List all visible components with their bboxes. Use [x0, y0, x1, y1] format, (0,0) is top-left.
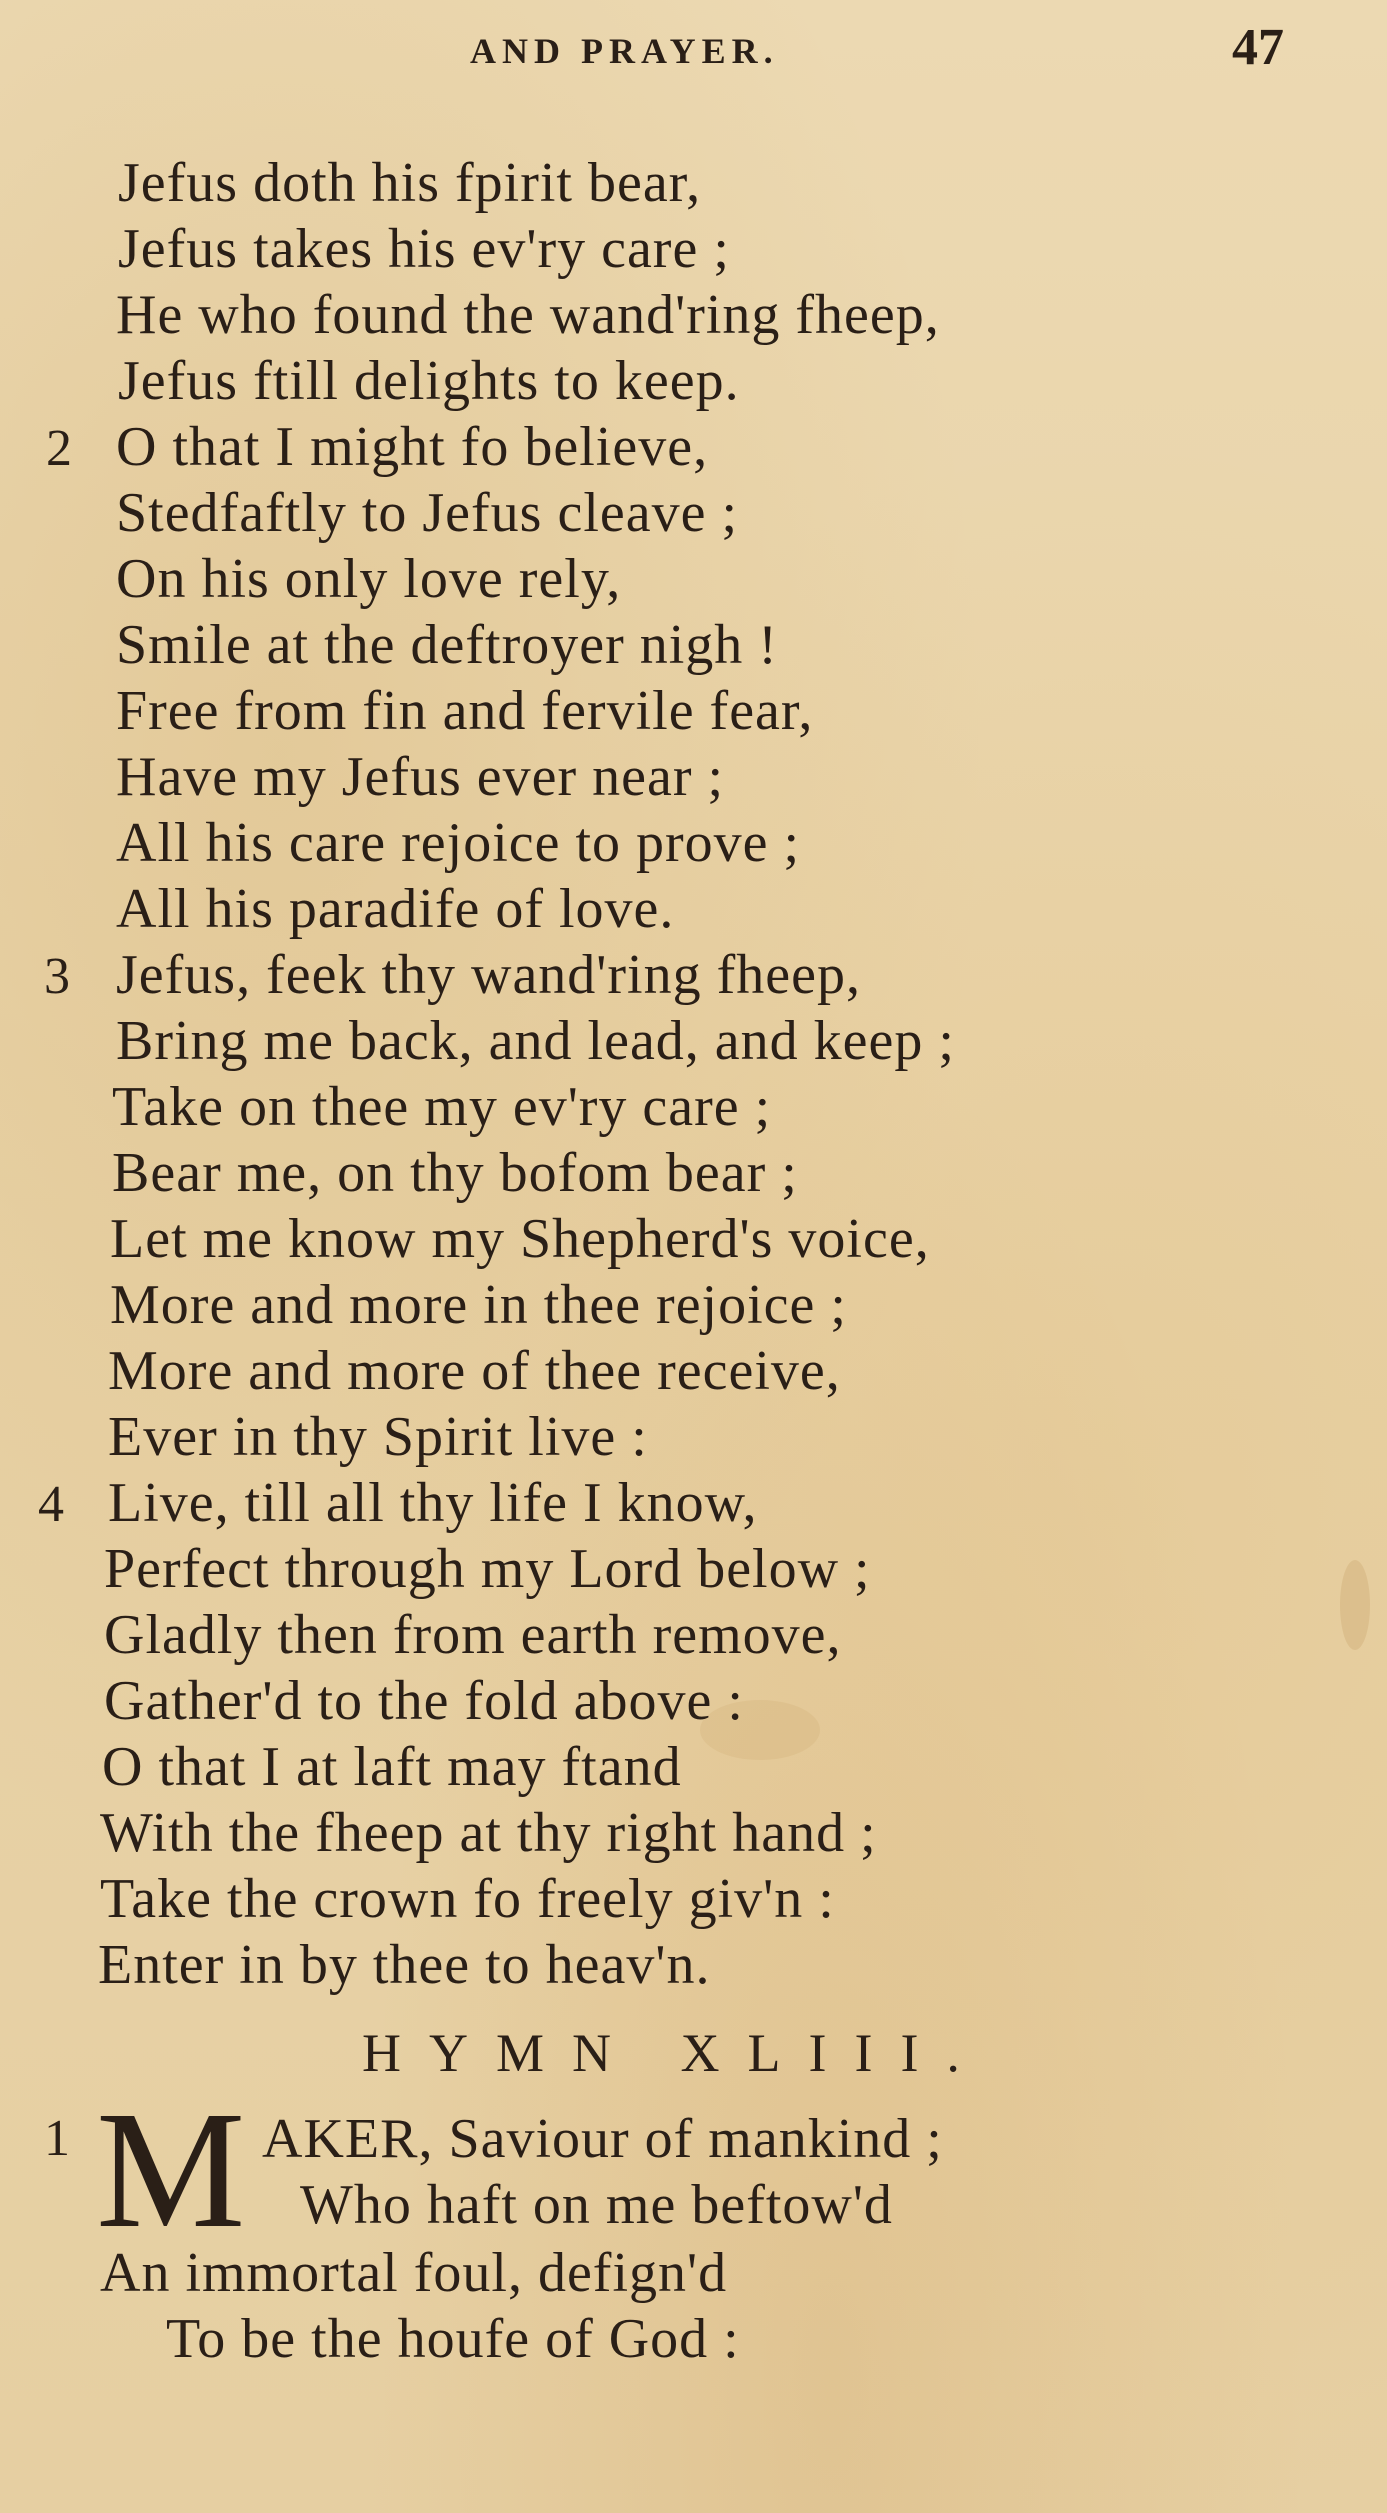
verse-line: O that I might fo believe,	[116, 416, 709, 478]
verse-line: Live, till all thy life I know,	[108, 1472, 758, 1534]
verse-line: Smile at the deftroyer nigh !	[116, 614, 778, 676]
verse-line: Who haft on me beftow'd	[300, 2174, 893, 2236]
verse-number: 1	[44, 2110, 70, 2167]
verse-line: O that I at laft may ftand	[102, 1736, 682, 1798]
verse-line: He who found the wand'ring fheep,	[116, 284, 940, 346]
verse-line: Jefus ftill delights to keep.	[118, 350, 740, 412]
verse-line: Have my Jefus ever near ;	[116, 746, 725, 808]
verse-line: More and more in thee rejoice ;	[110, 1274, 847, 1336]
verse-line: All his paradife of love.	[116, 878, 675, 940]
verse-line: Enter in by thee to heav'n.	[98, 1934, 711, 1996]
verse-line: With the fheep at thy right hand ;	[100, 1802, 877, 1864]
verse-line: Let me know my Shepherd's voice,	[110, 1208, 930, 1270]
verse-line: Ever in thy Spirit live :	[108, 1406, 648, 1468]
verse-line: Jefus, feek thy wand'ring fheep,	[116, 944, 861, 1006]
verse-line: Take the crown fo freely giv'n :	[100, 1868, 835, 1930]
verse-line: Take on thee my ev'ry care ;	[112, 1076, 772, 1138]
verse-line: Bring me back, and lead, and keep ;	[116, 1010, 955, 1072]
page-number: 47	[1232, 19, 1284, 76]
verse-line: Jefus doth his fpirit bear,	[118, 152, 702, 214]
verse-line: More and more of thee receive,	[108, 1340, 841, 1402]
verse-line: Perfect through my Lord below ;	[104, 1538, 871, 1600]
verse-line: Bear me, on thy bofom bear ;	[112, 1142, 798, 1204]
verse-number: 4	[38, 1476, 64, 1533]
verse-line: Free from fin and fervile fear,	[116, 680, 814, 742]
verse-line: Gladly then from earth remove,	[104, 1604, 842, 1666]
verse-number: 3	[44, 948, 70, 1005]
paper-stain	[1340, 1560, 1370, 1650]
verse-line: To be the houfe of God :	[166, 2308, 740, 2370]
verse-line: An immortal foul, defign'd	[100, 2242, 728, 2304]
verse-line: All his care rejoice to prove ;	[116, 812, 801, 874]
verse-line: Gather'd to the fold above :	[104, 1670, 744, 1732]
verse-number: 2	[46, 420, 72, 477]
verse-line: Jefus takes his ev'ry care ;	[118, 218, 730, 280]
verse-line: Stedfaftly to Jefus cleave ;	[116, 482, 739, 544]
verse-line: AKER, Saviour of mankind ;	[262, 2108, 943, 2170]
hymn-title: HYMN XLIII.	[362, 2023, 988, 2083]
drop-cap: M	[96, 2077, 246, 2263]
running-head: AND PRAYER.	[470, 31, 779, 71]
verse-line: On his only love rely,	[116, 548, 622, 610]
